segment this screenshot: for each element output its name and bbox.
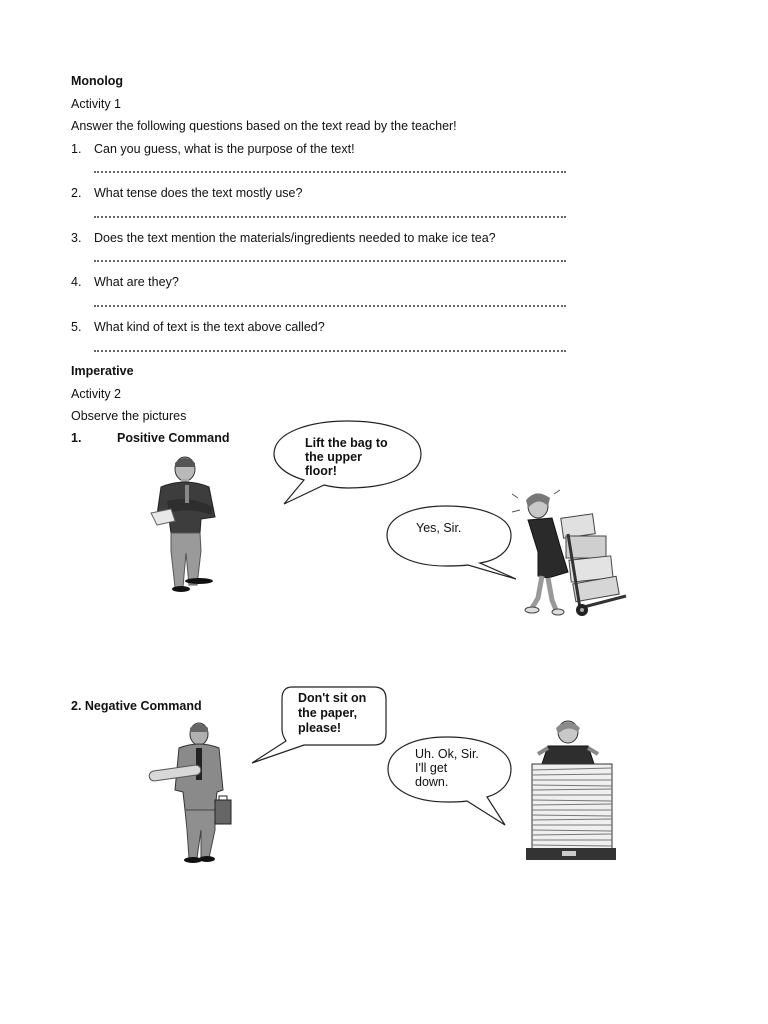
activity-2-instruction: Observe the pictures — [71, 409, 187, 423]
answer-line-2 — [94, 212, 566, 218]
boss-negative-line-3: please! — [298, 721, 342, 735]
boss-thinking-illustration — [145, 455, 235, 595]
worker-negative-line-3: down. — [415, 775, 449, 789]
activity-1-instruction: Answer the following questions based on the text read by the teacher! — [71, 119, 457, 133]
boss-positive-line-1: Lift the bag to — [305, 436, 388, 450]
boss-positive-line-3: floor! — [305, 464, 337, 478]
question-2-number: 2. — [71, 186, 82, 200]
answer-line-3 — [94, 256, 566, 262]
activity-2-label: Activity 2 — [71, 387, 122, 401]
worker-negative-line-1: Uh. Ok, Sir. — [415, 747, 479, 761]
worker-negative-line-2: I'll get — [415, 761, 448, 775]
imperative-heading: Imperative — [71, 364, 134, 378]
activity-1-label: Activity 1 — [71, 97, 122, 111]
monolog-heading: Monolog — [71, 74, 124, 88]
boss-negative-line-1: Don't sit on — [298, 691, 367, 705]
boss-briefcase-illustration — [145, 718, 237, 866]
positive-command-title: Positive Command — [117, 431, 230, 445]
question-3-number: 3. — [71, 231, 82, 245]
answer-line-1 — [94, 167, 566, 173]
negative-command-title: 2. Negative Command — [71, 699, 202, 713]
woman-hand-truck-illustration — [508, 486, 632, 620]
question-5-text: What kind of text is the text above called? — [94, 320, 325, 334]
question-1-text: Can you guess, what is the purpose of the text! — [94, 142, 355, 156]
question-4-number: 4. — [71, 275, 82, 289]
worker-positive-line: Yes, Sir. — [416, 521, 462, 535]
answer-line-4 — [94, 301, 566, 307]
positive-command-number: 1. — [71, 431, 82, 445]
answer-line-5 — [94, 346, 566, 352]
question-2-text: What tense does the text mostly use? — [94, 186, 303, 200]
woman-on-paper-stack-illustration — [524, 718, 618, 864]
boss-negative-line-2: the paper, — [298, 706, 358, 720]
question-3-text: Does the text mention the materials/ingredients needed to make ice tea? — [94, 231, 496, 245]
question-1-number: 1. — [71, 142, 82, 156]
question-4-text: What are they? — [94, 275, 179, 289]
question-5-number: 5. — [71, 320, 82, 334]
boss-positive-line-2: the upper — [305, 450, 362, 464]
speech-bubble-worker-positive — [384, 503, 520, 583]
